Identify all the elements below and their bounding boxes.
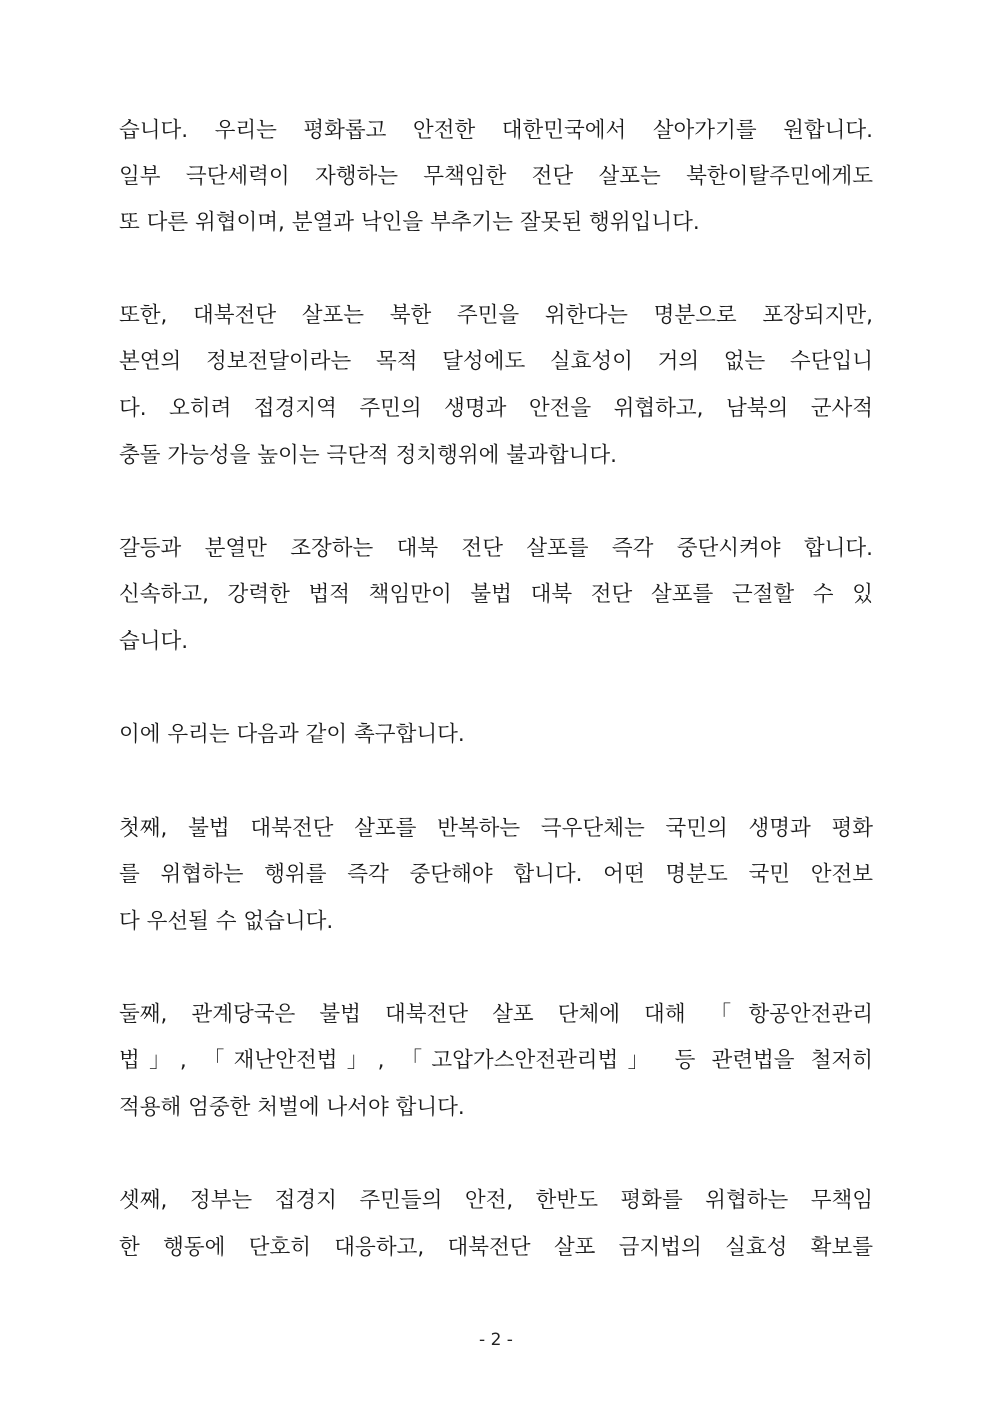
text-line: 첫째, 불법 대북전단 살포를 반복하는 극우단체는 국민의 생명과 평화: [119, 816, 873, 841]
text-line: 또 다른 위협이며, 분열과 낙인을 부추기는 잘못된 행위입니다.: [119, 210, 700, 235]
text-line: 법」, 「재난안전법」, 「고압가스안전관리법」 등 관련법을 철저히: [119, 1048, 873, 1073]
text-line: 한 행동에 단호히 대응하고, 대북전단 살포 금지법의 실효성 확보를: [119, 1235, 873, 1260]
text-line: 갈등과 분열만 조장하는 대북 전단 살포를 즉각 중단시켜야 합니다.: [119, 536, 873, 561]
text-line: 일부 극단세력이 자행하는 무책임한 전단 살포는 북한이탈주민에게도: [119, 164, 873, 189]
text-line: 셋째, 정부는 접경지 주민들의 안전, 한반도 평화를 위협하는 무책임: [119, 1188, 873, 1213]
text-line: 본연의 정보전달이라는 목적 달성에도 실효성이 거의 없는 수단입니: [119, 349, 873, 374]
text-line: 또한, 대북전단 살포는 북한 주민을 위한다는 명분으로 포장되지만,: [119, 303, 873, 328]
text-line: 신속하고, 강력한 법적 책임만이 불법 대북 전단 살포를 근절할 수 있: [119, 582, 873, 607]
text-line: 를 위협하는 행위를 즉각 중단해야 합니다. 어떤 명분도 국민 안전보: [119, 862, 873, 887]
text-line: 다 우선될 수 없습니다.: [119, 909, 334, 934]
text-line: 다. 오히려 접경지역 주민의 생명과 안전을 위협하고, 남북의 군사적: [119, 396, 873, 421]
text-line: 이에 우리는 다음과 같이 촉구합니다.: [119, 722, 465, 747]
text-line: 적용해 엄중한 처벌에 나서야 합니다.: [119, 1095, 465, 1120]
text-line: 둘째, 관계당국은 불법 대북전단 살포 단체에 대해 「항공안전관리: [119, 1002, 873, 1027]
page-number: - 2 -: [479, 1330, 513, 1350]
text-line: 충돌 가능성을 높이는 극단적 정치행위에 불과합니다.: [119, 443, 617, 468]
text-line: 습니다. 우리는 평화롭고 안전한 대한민국에서 살아가기를 원합니다.: [119, 118, 873, 143]
text-line: 습니다.: [119, 629, 189, 654]
